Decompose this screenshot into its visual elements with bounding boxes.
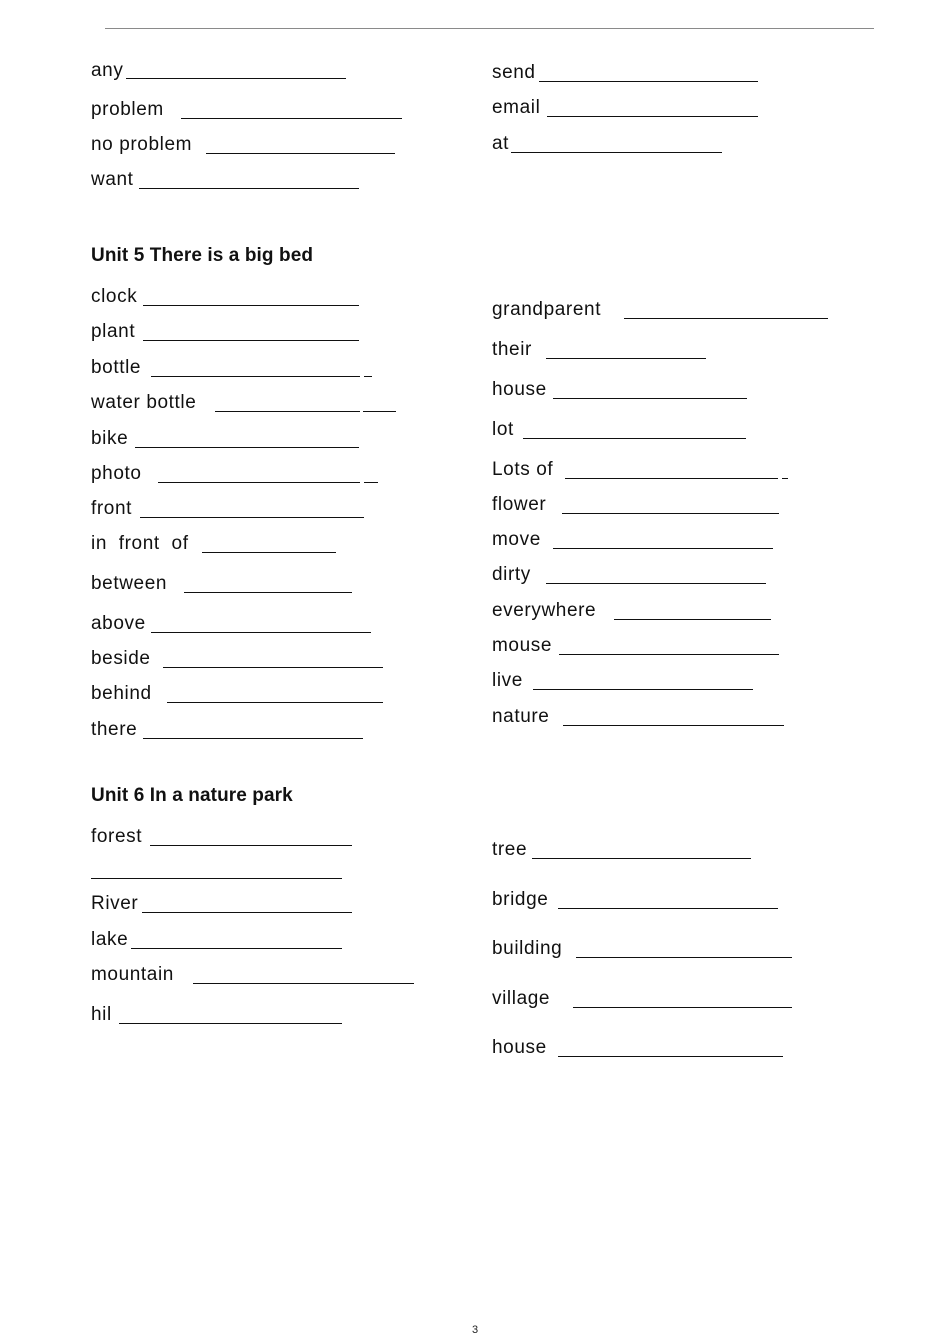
- answer-blank[interactable]: [558, 908, 778, 909]
- vocab-item-house: house: [492, 379, 547, 400]
- vocab-item-there: there: [91, 719, 138, 740]
- answer-blank[interactable]: [151, 376, 360, 377]
- vocab-item-tree: tree: [492, 839, 528, 860]
- answer-blank[interactable]: [624, 318, 828, 319]
- answer-blank[interactable]: [558, 1056, 783, 1057]
- answer-blank[interactable]: [193, 983, 414, 984]
- vocab-item-beside: beside: [91, 648, 151, 669]
- vocab-item-send: send: [492, 62, 536, 83]
- answer-blank[interactable]: [140, 517, 364, 518]
- answer-blank[interactable]: [573, 1007, 792, 1008]
- vocab-item-forest: forest: [91, 826, 143, 847]
- answer-blank[interactable]: [131, 948, 342, 949]
- vocab-item-want: want: [91, 169, 134, 190]
- vocab-item-live: live: [492, 670, 523, 691]
- vocab-item-front: front: [91, 498, 133, 519]
- vocab-item-their: their: [492, 339, 532, 360]
- answer-blank[interactable]: [143, 305, 359, 306]
- vocab-item-water-bottle: water bottle: [91, 392, 197, 413]
- vocab-item-move: move: [492, 529, 541, 550]
- answer-blank[interactable]: [523, 438, 746, 439]
- vocab-item-village: village: [492, 988, 551, 1009]
- answer-blank[interactable]: [532, 858, 751, 859]
- vocab-item-clock: clock: [91, 286, 138, 307]
- vocab-item-dirty: dirty: [492, 564, 531, 585]
- answer-blank[interactable]: [563, 725, 784, 726]
- answer-blank[interactable]: [553, 398, 747, 399]
- answer-blank[interactable]: [167, 702, 383, 703]
- vocab-item-hil: hil: [91, 1004, 112, 1025]
- vocab-item-at: at: [492, 133, 510, 154]
- vocab-item-bottle: bottle: [91, 357, 142, 378]
- answer-blank[interactable]: [151, 632, 371, 633]
- answer-blank[interactable]: [559, 654, 779, 655]
- answer-blank-tail: [364, 482, 378, 483]
- vocab-item-above: above: [91, 613, 146, 634]
- answer-blank[interactable]: [547, 116, 758, 117]
- answer-blank[interactable]: [533, 689, 753, 690]
- vocab-item-lots-of: Lots of: [492, 459, 554, 480]
- vocab-item-plant: plant: [91, 321, 136, 342]
- vocab-item-lake: lake: [91, 929, 129, 950]
- answer-blank-tail: [782, 478, 788, 479]
- answer-blank-tail: [364, 376, 372, 377]
- unit-6-heading: Unit 6 In a nature park: [91, 785, 293, 806]
- answer-blank[interactable]: [206, 153, 395, 154]
- answer-blank[interactable]: [553, 548, 773, 549]
- vocab-item-river: River: [91, 893, 139, 914]
- vocab-item-everywhere: everywhere: [492, 600, 597, 621]
- vocab-item-house-2: house: [492, 1037, 547, 1058]
- vocab-item-in-front-of: in front of: [91, 533, 189, 554]
- page-number: 3: [471, 1324, 479, 1336]
- answer-blank[interactable]: [135, 447, 359, 448]
- answer-blank-tail: [363, 411, 396, 412]
- answer-blank[interactable]: [539, 81, 758, 82]
- vocab-item-nature: nature: [492, 706, 550, 727]
- answer-blank[interactable]: [143, 738, 363, 739]
- vocab-item-behind: behind: [91, 683, 152, 704]
- answer-blank[interactable]: [562, 513, 779, 514]
- vocab-item-photo: photo: [91, 463, 142, 484]
- answer-blank[interactable]: [215, 411, 360, 412]
- vocab-item-email: email: [492, 97, 541, 118]
- answer-blank[interactable]: [150, 845, 352, 846]
- answer-blank[interactable]: [202, 552, 336, 553]
- answer-blank[interactable]: [565, 478, 778, 479]
- answer-blank[interactable]: [143, 340, 359, 341]
- header-rule: [105, 28, 874, 29]
- answer-blank[interactable]: [158, 482, 360, 483]
- answer-blank[interactable]: [139, 188, 359, 189]
- unit-5-heading: Unit 5 There is a big bed: [91, 245, 314, 266]
- answer-blank[interactable]: [511, 152, 722, 153]
- vocab-item-mountain: mountain: [91, 964, 174, 985]
- vocab-item-mouse: mouse: [492, 635, 553, 656]
- answer-blank[interactable]: [163, 667, 383, 668]
- answer-blank[interactable]: [142, 912, 352, 913]
- answer-blank[interactable]: [184, 592, 352, 593]
- vocab-item-problem: problem: [91, 99, 164, 120]
- answer-blank[interactable]: [181, 118, 402, 119]
- vocab-item-grandparent: grandparent: [492, 299, 602, 320]
- vocab-item-lot: lot: [492, 419, 514, 440]
- answer-blank[interactable]: [546, 583, 766, 584]
- answer-blank[interactable]: [546, 358, 706, 359]
- vocab-item-bridge: bridge: [492, 889, 549, 910]
- answer-blank[interactable]: [614, 619, 771, 620]
- vocab-item-no-problem: no problem: [91, 134, 193, 155]
- answer-blank[interactable]: [576, 957, 792, 958]
- vocab-item-building: building: [492, 938, 563, 959]
- vocab-item-any: any: [91, 60, 124, 81]
- vocab-item-bike: bike: [91, 428, 129, 449]
- vocab-item-flower: flower: [492, 494, 547, 515]
- answer-blank[interactable]: [126, 78, 346, 79]
- vocab-item-between: between: [91, 573, 168, 594]
- answer-blank[interactable]: [91, 878, 342, 879]
- answer-blank[interactable]: [119, 1023, 342, 1024]
